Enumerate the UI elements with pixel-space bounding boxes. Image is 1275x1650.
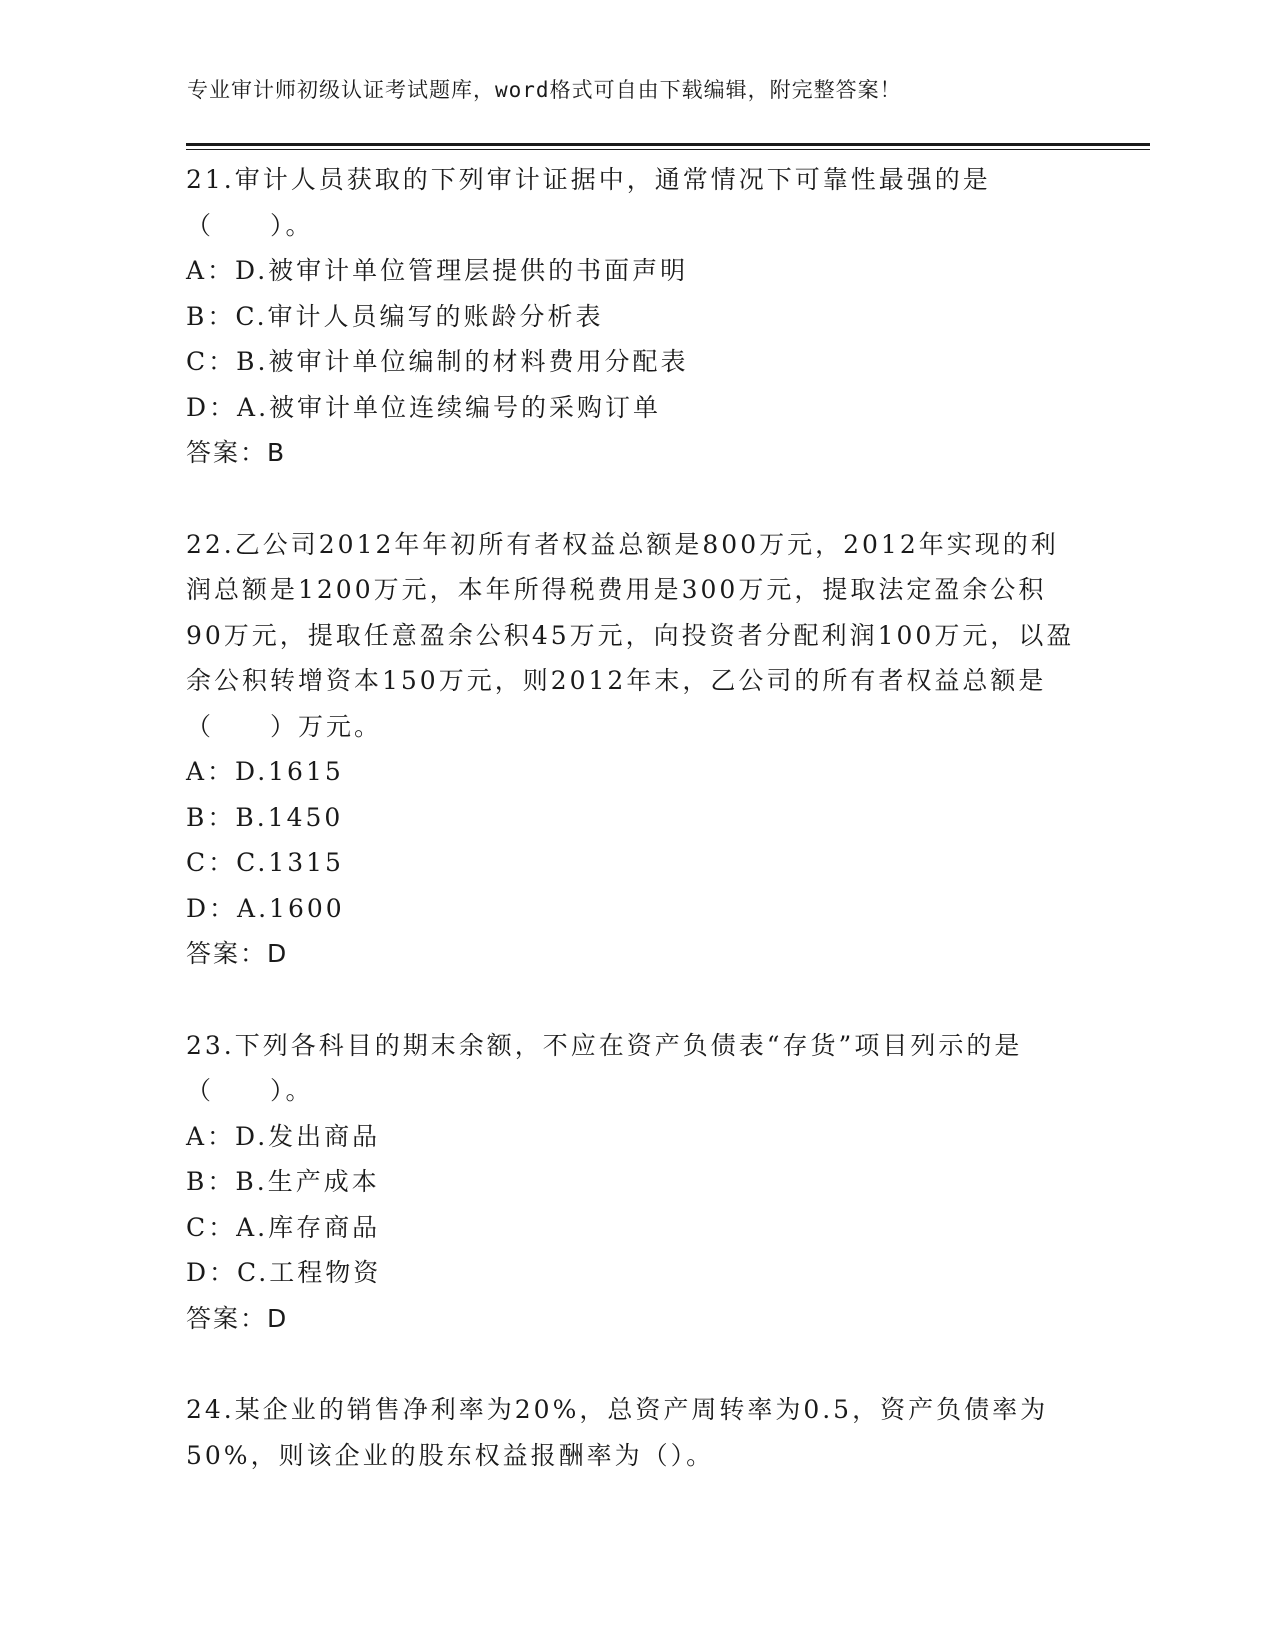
option-c: C：C.1315 xyxy=(186,848,344,877)
page-header: 专业审计师初级认证考试题库，word格式可自由下载编辑，附完整答案！ xyxy=(187,78,902,102)
header-rule-thick xyxy=(186,143,1150,146)
option-c: C：B.被审计单位编制的材料费用分配表 xyxy=(186,347,689,376)
option-d: D：A.1600 xyxy=(186,893,345,923)
question-stem: 21.审计人员获取的下列审计证据中，通常情况下可靠性最强的是（ ）。 xyxy=(186,165,991,240)
option-c: C：A.库存商品 xyxy=(186,1212,381,1242)
option-a: A：D.被审计单位管理层提供的书面声明 xyxy=(186,256,689,285)
option-b: B：B.生产成本 xyxy=(186,1167,380,1196)
question-22 xyxy=(186,522,1076,977)
question-stem: 22.乙公司2012年年初所有者权益总额是800万元，2012年实现的利润总额是1200万元，本年所得税费用是300万元，提取法定盈余公积90万元，提取任意盈余公积45万元，向投资者分配利润100万元，以盈余公积转增资本150万元，则2012年末，乙公司的所有者权益总额是（ ）万元。 xyxy=(186,529,1075,741)
question-21 xyxy=(186,157,1076,476)
question-list xyxy=(186,157,1076,1524)
answer-line: 答案：D xyxy=(186,939,289,968)
question-stem: 23.下列各科目的期末余额，不应在资产负债表“存货”项目列示的是（ ）。 xyxy=(186,1030,1023,1105)
question-24 xyxy=(186,1387,1076,1478)
header-rule-thin xyxy=(186,149,1150,150)
option-d: D：A.被审计单位连续编号的采购订单 xyxy=(186,392,662,422)
option-a: A：D.1615 xyxy=(186,757,344,786)
option-b: B：B.1450 xyxy=(186,802,344,832)
option-b: B：C.审计人员编写的账龄分析表 xyxy=(186,301,604,331)
answer-line: 答案：D xyxy=(186,1303,289,1333)
option-a: A：D.发出商品 xyxy=(186,1121,381,1151)
option-d: D：C.工程物资 xyxy=(186,1258,382,1287)
question-23 xyxy=(186,1023,1076,1342)
answer-line: 答案：B xyxy=(186,438,287,467)
question-stem: 24.某企业的销售净利率为20%，总资产周转率为0.5，资产负债率为50%，则该企业的股东权益报酬率为（）。 xyxy=(186,1395,1049,1470)
